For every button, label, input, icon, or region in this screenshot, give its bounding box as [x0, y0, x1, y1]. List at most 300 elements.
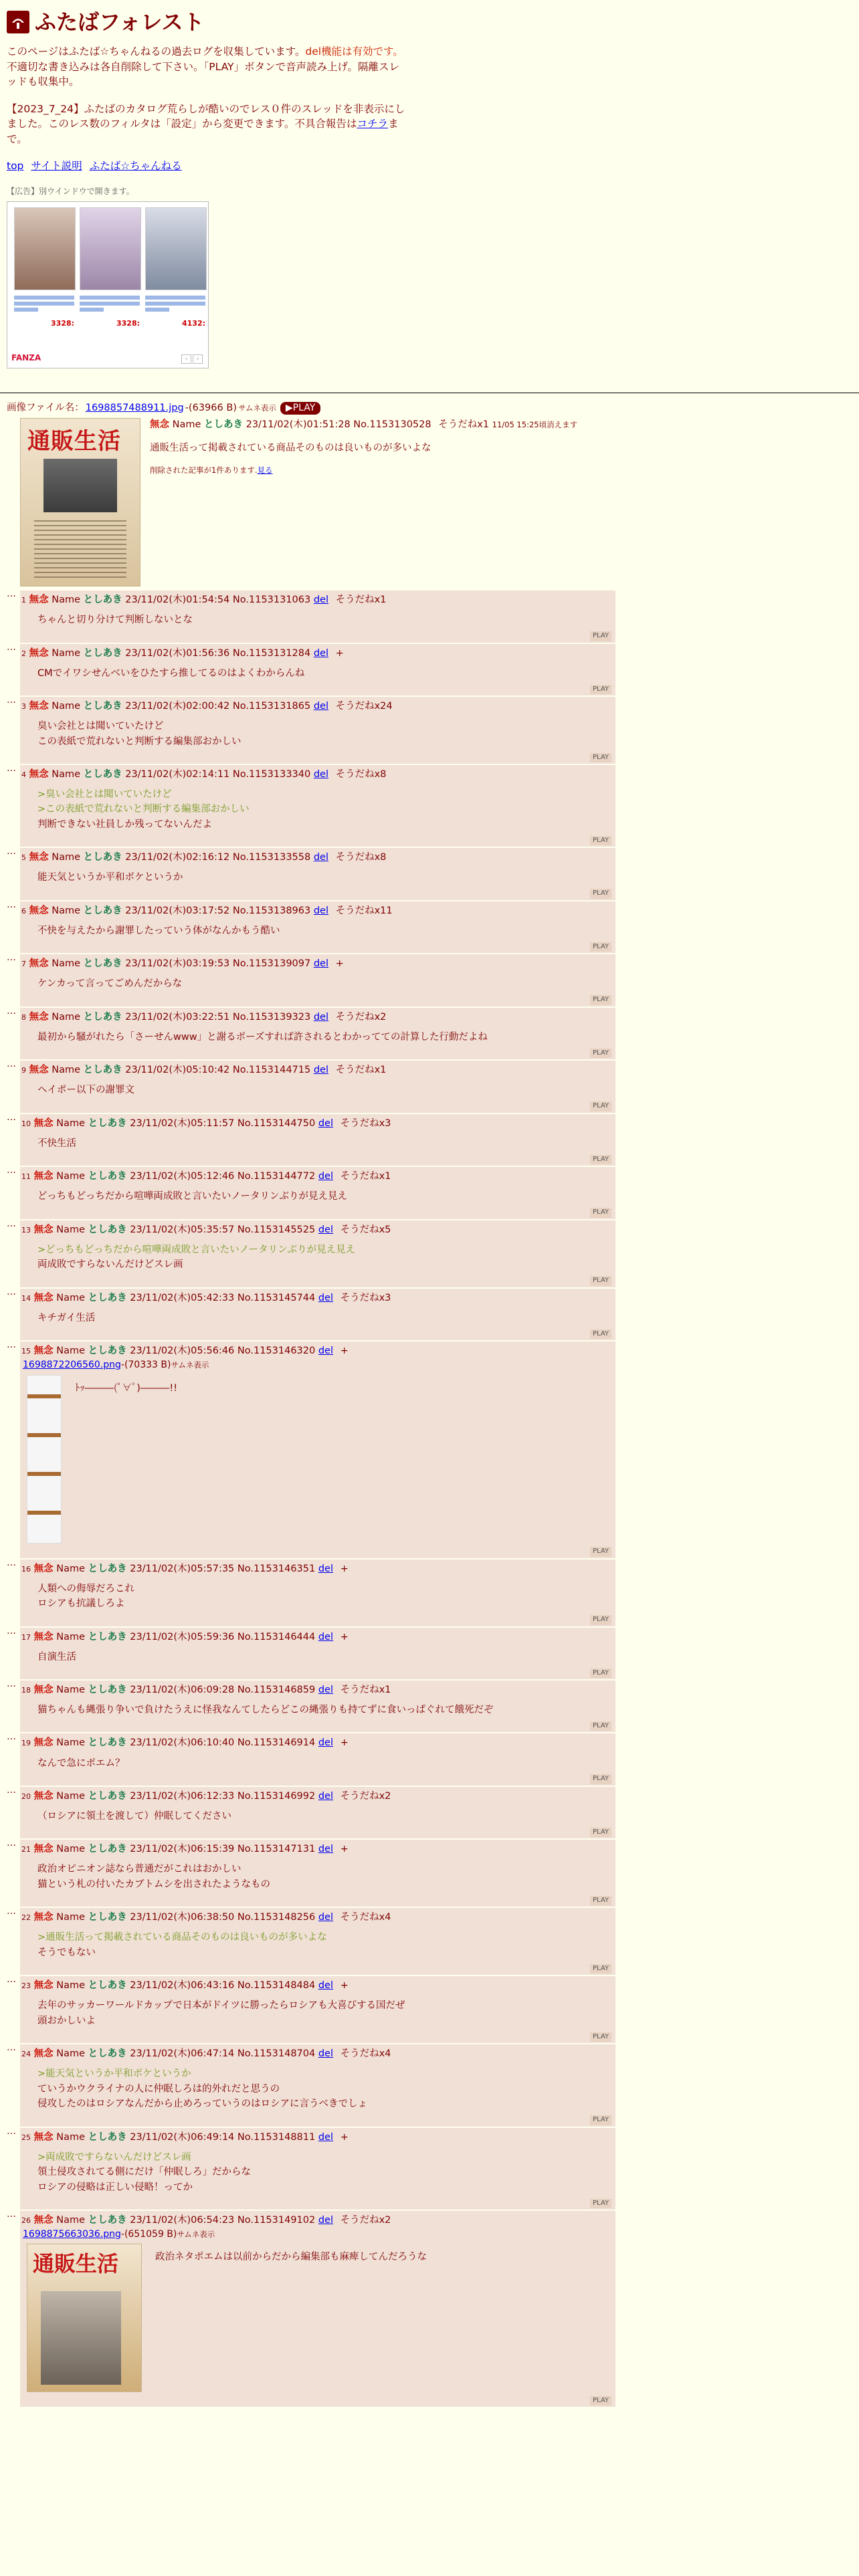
sodane-button[interactable]: そうだねx8: [335, 852, 387, 863]
thumbnail-toggle[interactable]: サムネ表示: [237, 403, 276, 413]
reply-post: [7, 1784, 615, 1838]
thumbnail-toggle[interactable]: サムネ表示: [171, 1360, 209, 1370]
reply-post: [7, 1625, 615, 1679]
del-link[interactable]: del: [318, 2048, 333, 2060]
post-marker: …: [7, 1731, 16, 1743]
sodane-button[interactable]: そうだねx11: [335, 905, 393, 916]
play-button[interactable]: PLAY: [590, 1615, 611, 1625]
message-line: ケンカって言ってごめんだからな: [37, 978, 183, 990]
reply-box: [20, 2044, 615, 2126]
reply-box: [20, 1008, 615, 1059]
ad-card[interactable]: [14, 207, 74, 329]
sodane-button[interactable]: +: [335, 647, 344, 659]
post-marker: …: [7, 1005, 16, 1016]
reply-post: [7, 1005, 615, 1059]
reply-header: 19 無念 Name としあき 23/11/02(木)06:10:40 No.1153146914 del +: [21, 1737, 349, 1749]
post-marker: …: [7, 695, 16, 706]
post-marker: …: [7, 1906, 16, 1917]
reply-box: [20, 2128, 615, 2210]
post-marker: …: [7, 1557, 16, 1568]
reply-post: [7, 697, 615, 764]
message-line: （ロシアに領土を渡して）仲眠してください: [37, 1810, 231, 1822]
del-link[interactable]: del: [318, 1631, 333, 1642]
ad-next-button[interactable]: ›: [193, 354, 203, 364]
play-button[interactable]: PLAY: [590, 1155, 611, 1165]
ad-card[interactable]: [80, 207, 140, 329]
ad-price: 4132:: [181, 319, 205, 328]
del-link[interactable]: del: [313, 905, 328, 916]
nav-links: [7, 158, 852, 173]
sodane-button[interactable]: +: [340, 1844, 349, 1855]
del-link[interactable]: del: [313, 852, 328, 863]
sodane-button[interactable]: +: [340, 1346, 349, 1357]
play-button[interactable]: PLAY: [590, 2032, 611, 2042]
reply-header: 20 無念 Name としあき 23/11/02(木)06:12:33 No.1153146992 del そうだねx2: [21, 1790, 391, 1802]
message-line: 判断できない社員しか残ってないんだよ: [37, 819, 212, 830]
post-marker: …: [7, 952, 16, 964]
reply-post: [7, 1976, 615, 2043]
reply-post: [7, 641, 615, 695]
post-marker: …: [7, 1838, 16, 1849]
reply-box: [20, 1787, 615, 1838]
message-line: 不快生活: [37, 1138, 76, 1149]
message-line: 去年のサッカーワールドカップで日本がドイツに勝ったらロシアも大喜びする国だぜ: [37, 2000, 405, 2012]
reply-image-link[interactable]: 1698875663036.png: [23, 2229, 121, 2240]
del-link[interactable]: del: [313, 1065, 328, 1076]
reply-post: [7, 1111, 615, 1166]
reply-header: 23 無念 Name としあき 23/11/02(木)06:43:16 No.1153148484 del +: [21, 1980, 349, 1992]
sodane-button[interactable]: そうだねx8: [335, 769, 387, 780]
reply-box: [20, 1681, 615, 1732]
ad-card[interactable]: [145, 207, 205, 329]
message-line: ていうかウクライナの人に仲眠しろは的外れだと思うの: [37, 2083, 280, 2095]
reply-message: [37, 1756, 615, 1771]
del-link[interactable]: del: [318, 1790, 333, 1802]
reply-number: 18: [21, 1686, 31, 1695]
play-button[interactable]: PLAY: [590, 2396, 611, 2406]
del-note: del機能は有効です。: [305, 45, 403, 58]
show-deleted-link[interactable]: 見る: [257, 465, 273, 475]
play-button[interactable]: PLAY: [590, 2115, 611, 2125]
post-marker: …: [7, 1339, 16, 1351]
message-line: 臭い会社とは聞いていたけど: [37, 721, 164, 732]
reply-box: [20, 1289, 615, 1340]
del-link[interactable]: del: [318, 1224, 333, 1235]
play-button[interactable]: PLAY: [590, 1721, 611, 1731]
op-post: [7, 418, 852, 586]
message-line: どっちもどっちだから喧嘩両成敗と言いたいノータリンぶりが見え見え: [37, 1191, 347, 1202]
reply-message: [37, 2066, 615, 2111]
thumbnail-toggle[interactable]: サムネ表示: [177, 2230, 215, 2240]
nav-top-link[interactable]: top: [7, 160, 24, 173]
quote-line: >臭い会社とは聞いていたけど: [37, 789, 172, 800]
del-link[interactable]: del: [318, 1563, 333, 1574]
reply-number: 9: [21, 1066, 26, 1075]
reply-number: 8: [21, 1012, 26, 1022]
magazine-title: 通販生活: [27, 428, 121, 455]
reply-post: [7, 2211, 615, 2407]
reply-box: [20, 1560, 615, 1626]
reply-box: [20, 1908, 615, 1975]
reply-number: 16: [21, 1564, 31, 1574]
play-button[interactable]: PLAY: [590, 1896, 611, 1906]
del-link[interactable]: del: [313, 958, 328, 970]
magazine-title: 通販生活: [33, 2251, 119, 2277]
post-marker: …: [7, 588, 16, 600]
reply-post: [7, 2125, 615, 2210]
op-play-button[interactable]: ▶PLAY: [280, 402, 320, 415]
nav-about-link[interactable]: サイト説明: [31, 160, 82, 173]
post-marker: …: [7, 2125, 16, 2137]
reply-message: [37, 1136, 615, 1151]
nav-futaba-link[interactable]: ふたば☆ちゃんねる: [89, 160, 182, 173]
reply-number: 25: [21, 2133, 31, 2142]
notice-text: 【2023_7_24】ふたばのカタログ荒らしが酷いのでレス０件のスレッドを非表示にしました。このレス数のフィルタは「設定」から変更できます。不具合報告はコチラまで。: [7, 102, 405, 145]
del-link[interactable]: del: [313, 647, 328, 659]
play-button[interactable]: PLAY: [590, 685, 611, 695]
sodane-button[interactable]: +: [340, 1980, 349, 1992]
reply-box: [20, 1114, 615, 1166]
reply-post: [7, 1908, 615, 1975]
reply-header: 11 無念 Name としあき 23/11/02(木)05:12:46 No.1153144772 del そうだねx1: [21, 1171, 391, 1182]
reply-file-info: 1698875663036.png-(651059 B)サムネ表示: [23, 2229, 215, 2240]
reply-number: 7: [21, 960, 26, 969]
del-link[interactable]: del: [318, 1685, 333, 1695]
post-marker: …: [7, 2209, 16, 2220]
reply-number: 6: [21, 906, 26, 916]
reply-box: [20, 1341, 615, 1558]
reply-header: 13 無念 Name としあき 23/11/02(木)05:35:57 No.1153145525 del そうだねx5: [21, 1224, 391, 1235]
reply-message: [37, 1998, 615, 2028]
play-button[interactable]: PLAY: [590, 995, 611, 1005]
reply-header: 2 無念 Name としあき 23/11/02(木)01:56:36 No.1153131284 del +: [21, 647, 344, 659]
post-marker: …: [7, 1784, 16, 1796]
del-link[interactable]: del: [318, 1844, 333, 1855]
quote-line: >この表紙で荒れないと判断する編集部おかしい: [37, 804, 250, 815]
reply-message: [37, 1809, 615, 1824]
sodane-button[interactable]: +: [340, 1631, 349, 1642]
reply-message: 政治ネタポエムは以前からだから編集部も麻痺してんだろうな: [155, 2252, 427, 2263]
reply-message: [37, 1311, 615, 1325]
sodane-button[interactable]: そうだねx2: [335, 1011, 387, 1023]
reply-post: [7, 1733, 615, 1785]
reply-number: 4: [21, 770, 26, 779]
post-marker: …: [7, 1679, 16, 1689]
message-line: 政治オピニオン誌なら普通だがこれはおかしい: [37, 1864, 242, 1875]
sodane-button[interactable]: そうだねx1: [335, 595, 387, 606]
sodane-button[interactable]: そうだねx3: [340, 1117, 391, 1129]
reply-number: 2: [21, 649, 26, 658]
reply-thumbnail-image[interactable]: [27, 1375, 62, 1543]
quote-line: >能天気というか平和ボケというか: [37, 2068, 191, 2080]
message-line: CMでイワシせんべいをひたすら推してるのはよくわからんね: [37, 667, 305, 679]
post-marker: …: [7, 1165, 16, 1176]
reply-post: [7, 901, 615, 953]
reply-box: [20, 1840, 615, 1907]
del-link[interactable]: del: [318, 1171, 333, 1182]
sodane-button[interactable]: そうだねx1: [340, 1171, 391, 1182]
post-marker: …: [7, 899, 16, 910]
reply-header: 26 無念 Name としあき 23/11/02(木)06:54:23 No.1153149102 del そうだねx2: [21, 2215, 391, 2226]
reply-header: 16 無念 Name としあき 23/11/02(木)05:57:35 No.1153146351 del +: [21, 1563, 349, 1574]
reply-header: 7 無念 Name としあき 23/11/02(木)03:19:53 No.1153139097 del +: [21, 958, 344, 970]
del-link[interactable]: del: [318, 1117, 333, 1129]
reply-thumbnail-image[interactable]: [27, 2244, 142, 2392]
sodane-button[interactable]: そうだねx5: [340, 1224, 391, 1235]
post-marker: …: [7, 846, 16, 857]
reply-number: 22: [21, 1913, 31, 1923]
del-link[interactable]: del: [313, 595, 328, 606]
ad-banner[interactable]: [7, 201, 209, 368]
message-line: ちゃんと切り分けて判断しないとな: [37, 615, 193, 626]
message-line: 能天気というか平和ボケというか: [37, 872, 183, 883]
reply-message: [37, 787, 615, 832]
reply-post: [7, 1557, 615, 1626]
ad-label: 【広告】別ウインドウで開きます。: [7, 186, 134, 196]
post-marker: …: [7, 1059, 16, 1070]
del-link[interactable]: del: [318, 1292, 333, 1303]
reply-number: 13: [21, 1225, 31, 1235]
site-header: [7, 7, 852, 37]
reply-header: 18 無念 Name としあき 23/11/02(木)06:09:28 No.1153146859 del そうだねx1: [21, 1685, 391, 1695]
sodane-button[interactable]: +: [340, 1563, 349, 1574]
reply-message: [37, 924, 615, 938]
reply-message: [37, 1703, 615, 1717]
reply-number: 24: [21, 2050, 31, 2059]
reply-header: 1 無念 Name としあき 23/11/02(木)01:54:54 No.1153131063 del そうだねx1: [21, 595, 387, 606]
reply-message: ﾄｯ―――(ﾟ∀ﾟ)―――!!: [75, 1382, 178, 1394]
reply-message: [37, 719, 615, 749]
post-marker: …: [7, 1218, 16, 1229]
reply-post: [7, 848, 615, 899]
reply-box: [20, 697, 615, 764]
reply-list: [7, 588, 615, 2407]
message-line: 領土侵攻されてる側にだけ「仲眠しろ」だからな: [37, 2167, 251, 2178]
play-button[interactable]: PLAY: [590, 889, 611, 899]
play-button[interactable]: PLAY: [590, 1828, 611, 1838]
message-line: この表紙で荒れないと判断する編集部おかしい: [37, 736, 242, 747]
reply-post: [7, 954, 615, 1006]
reply-header: 22 無念 Name としあき 23/11/02(木)06:38:50 No.1153148256 del そうだねx4: [21, 1912, 391, 1923]
reply-number: 19: [21, 1739, 31, 1748]
ad-thumbnail[interactable]: [145, 207, 207, 290]
reply-header: 10 無念 Name としあき 23/11/02(木)05:11:57 No.1153144750 del そうだねx3: [21, 1117, 391, 1129]
reply-post: [7, 1341, 615, 1558]
message-line: なんで急にポエム？: [37, 1757, 125, 1769]
sodane-button[interactable]: そうだねx2: [340, 1790, 391, 1802]
reply-number: 26: [21, 2216, 31, 2226]
play-button[interactable]: PLAY: [590, 1049, 611, 1059]
op-file-info: 画像ファイル名： 1698857488911.jpg -(63966 B) サムネ表示 ▶PLAY: [7, 401, 852, 415]
reply-header: 5 無念 Name としあき 23/11/02(木)02:16:12 No.1153133558 del そうだねx8: [21, 852, 387, 863]
reply-header: 6 無念 Name としあき 23/11/02(木)03:17:52 No.1153138963 del そうだねx11: [21, 905, 393, 916]
reply-header: 3 無念 Name としあき 23/11/02(木)02:00:42 No.1153131865 del そうだねx24: [21, 701, 393, 712]
reply-box: [20, 2211, 615, 2407]
reply-message: [37, 613, 615, 627]
reply-message: [37, 1083, 615, 1097]
play-button[interactable]: PLAY: [590, 753, 611, 763]
reply-number: 3: [21, 702, 26, 712]
op-thumbnail-image[interactable]: [20, 418, 140, 586]
reply-header: 8 無念 Name としあき 23/11/02(木)03:22:51 No.1153139323 del そうだねx2: [21, 1011, 387, 1023]
play-button[interactable]: PLAY: [590, 1329, 611, 1339]
play-button[interactable]: PLAY: [590, 1208, 611, 1218]
reply-post: [7, 1840, 615, 1907]
sodane-button[interactable]: そうだねx3: [340, 1292, 391, 1303]
message-line: 侵攻したのはロシアなんだから止めろっていうのはロシアに言うべきでしょ: [37, 2099, 367, 2110]
play-button[interactable]: PLAY: [590, 1964, 611, 1974]
play-button[interactable]: PLAY: [590, 836, 611, 846]
play-button[interactable]: PLAY: [590, 1547, 611, 1557]
ad-price: 3328:: [116, 319, 140, 328]
ad-thumbnail[interactable]: [80, 207, 141, 290]
op-message: 通販生活って掲載されている商品そのものは良いものが多いよな: [150, 443, 432, 454]
reply-number: 11: [21, 1172, 31, 1182]
quote-line: >通販生活って掲載されている商品そのものは良いものが多いよな: [37, 1932, 327, 1943]
reply-number: 10: [21, 1119, 31, 1128]
reply-number: 21: [21, 1845, 31, 1854]
reply-header: 14 無念 Name としあき 23/11/02(木)05:42:33 No.1153145744 del そうだねx3: [21, 1292, 391, 1303]
post-marker: …: [7, 763, 16, 774]
del-link[interactable]: del: [313, 769, 328, 780]
reply-box: [20, 954, 615, 1006]
sodane-button[interactable]: そうだねx1: [340, 1685, 391, 1695]
reply-box: [20, 765, 615, 847]
del-link[interactable]: del: [318, 2131, 333, 2143]
reply-number: 23: [21, 1981, 31, 1991]
reply-box: [20, 591, 615, 642]
reply-post: [7, 2044, 615, 2126]
del-link[interactable]: del: [313, 1011, 328, 1023]
reply-header: 24 無念 Name としあき 23/11/02(木)06:47:14 No.1153148704 del そうだねx4: [21, 2048, 391, 2060]
play-button[interactable]: PLAY: [590, 1669, 611, 1679]
reply-message: [37, 1243, 615, 1273]
message-line: 猫ちゃんも縄張り争いで負けたうえに怪我なんてしたらどこの縄張りも持てずに食いっぱぐれて餓死だぞ: [37, 1705, 494, 1716]
reply-header: 4 無念 Name としあき 23/11/02(木)02:14:11 No.1153133340 del そうだねx8: [21, 769, 387, 780]
quote-line: >どっちもどっちだから喧嘩両成敗と言いたいノータリンぶりが見え見え: [37, 1244, 356, 1255]
del-link[interactable]: del: [318, 1912, 333, 1923]
reply-image-link[interactable]: 1698872206560.png: [23, 1360, 121, 1371]
reply-message: [37, 1582, 615, 1612]
post-marker: …: [7, 1111, 16, 1123]
reply-message: [37, 666, 615, 681]
reply-post: [7, 588, 615, 642]
message-line: 両成敗ですらないんだけどスレ画: [37, 1259, 183, 1271]
play-button[interactable]: PLAY: [590, 942, 611, 952]
reply-post: [7, 1061, 615, 1112]
message-line: ロシアも抗議しろよ: [37, 1598, 125, 1610]
message-line: ヘイポー以下の謝罪文: [37, 1085, 134, 1096]
reply-post: [7, 765, 615, 847]
reply-number: 20: [21, 1792, 31, 1801]
reply-header: 9 無念 Name としあき 23/11/02(木)05:10:42 No.1153144715 del そうだねx1: [21, 1065, 387, 1076]
fanza-logo[interactable]: FANZA: [11, 352, 41, 362]
ad-price: 3328:: [50, 319, 74, 328]
message-line: 頭おかしいよ: [37, 2015, 96, 2026]
reply-number: 14: [21, 1293, 31, 1303]
expire-note: 11/05 15:25頃消えます: [492, 420, 578, 430]
bug-report-link[interactable]: コチラ: [357, 118, 388, 130]
sodane-button[interactable]: そうだねx2: [340, 2215, 391, 2226]
reply-message: [37, 870, 615, 885]
reply-post: [7, 1220, 615, 1287]
reply-number: 15: [21, 1347, 31, 1356]
reply-message: [37, 976, 615, 991]
futaba-logo-icon: [7, 11, 29, 33]
sodane-button[interactable]: +: [335, 958, 344, 970]
message-line: 自演生活: [37, 1651, 76, 1662]
reply-message: [37, 1030, 615, 1045]
play-button[interactable]: PLAY: [590, 631, 611, 641]
play-button[interactable]: PLAY: [590, 2199, 611, 2209]
del-link[interactable]: del: [318, 2215, 333, 2226]
reply-box: [20, 1167, 615, 1218]
del-link[interactable]: del: [313, 701, 328, 712]
reply-post: [7, 1681, 615, 1732]
del-link[interactable]: del: [318, 1346, 333, 1357]
del-link[interactable]: del: [318, 1980, 333, 1992]
reply-box: [20, 1628, 615, 1679]
play-button[interactable]: PLAY: [590, 1774, 611, 1784]
message-line: 人類への侮辱だろこれ: [37, 1583, 134, 1594]
reply-box: [20, 644, 615, 695]
sodane-button[interactable]: そうだねx24: [335, 701, 393, 712]
message-line: 猫という札の付いたカブトムシを出されたようなもの: [37, 1879, 270, 1890]
play-button[interactable]: PLAY: [590, 1276, 611, 1286]
del-link[interactable]: del: [318, 1737, 333, 1749]
reply-message: [37, 1862, 615, 1892]
reply-number: 17: [21, 1632, 31, 1642]
sodane-button[interactable]: +: [340, 1737, 349, 1749]
sodane-button[interactable]: +: [340, 2131, 349, 2143]
sodane-button[interactable]: そうだねx4: [340, 1912, 391, 1923]
sodane-button[interactable]: そうだねx1: [335, 1065, 387, 1076]
post-marker: …: [7, 2042, 16, 2054]
intro-text: このページはふたば☆ちゃんねるの過去ログを収集しています。del機能は有効です。不適切な書き込みは各自削除して下さい。「PLAY」ボタンで音声読み上げ。隔離スレッドも収集中。: [7, 45, 403, 88]
reply-message: [37, 1650, 615, 1665]
reply-file-info: 1698872206560.png-(70333 B)サムネ表示: [23, 1360, 209, 1371]
play-button[interactable]: PLAY: [590, 1101, 611, 1111]
reply-box: [20, 901, 615, 953]
reply-box: [20, 1220, 615, 1287]
reply-header: 25 無念 Name としあき 23/11/02(木)06:49:14 No.1153148811 del +: [21, 2131, 349, 2143]
reply-box: [20, 1976, 615, 2043]
reply-number: 5: [21, 853, 26, 863]
reply-message: [37, 2150, 615, 2195]
reply-box: [20, 1733, 615, 1785]
message-line: ロシアの侵略は正しい侵略！ってか: [37, 2181, 193, 2193]
message-line: 最初から騒がれたら「さーせんwww」と謝るポーズすれば許されるとわかってての計算した行動だよね: [37, 1031, 488, 1043]
site-title[interactable]: ふたばフォレスト: [35, 9, 205, 35]
op-image-link[interactable]: 1698857488911.jpg: [85, 403, 184, 414]
op-header: 無念 Name としあき 23/11/02(木)01:51:28 No.1153130528 そうだねx1 11/05 15:25頃消えます: [150, 419, 578, 431]
sodane-button[interactable]: そうだねx1: [438, 419, 490, 431]
reply-post: [7, 1286, 615, 1340]
sodane-button[interactable]: そうだねx4: [340, 2048, 391, 2060]
message-line: キチガイ生活: [37, 1312, 96, 1323]
reply-box: [20, 848, 615, 899]
reply-header: 21 無念 Name としあき 23/11/02(木)06:15:39 No.1153147131 del +: [21, 1844, 349, 1855]
reply-number: 1: [21, 596, 26, 605]
reply-header: 17 無念 Name としあき 23/11/02(木)05:59:36 No.1153146444 del +: [21, 1631, 349, 1642]
ad-thumbnail[interactable]: [14, 207, 76, 290]
reply-post: [7, 1167, 615, 1218]
ad-prev-button[interactable]: ‹: [181, 354, 191, 364]
message-line: 不快を与えたから謝罪したっていう体がなんかもう酷い: [37, 925, 280, 936]
deleted-note: 削除された記事が1件あります.見る: [150, 465, 273, 475]
post-marker: …: [7, 1286, 16, 1297]
reply-message: [37, 1930, 615, 1960]
